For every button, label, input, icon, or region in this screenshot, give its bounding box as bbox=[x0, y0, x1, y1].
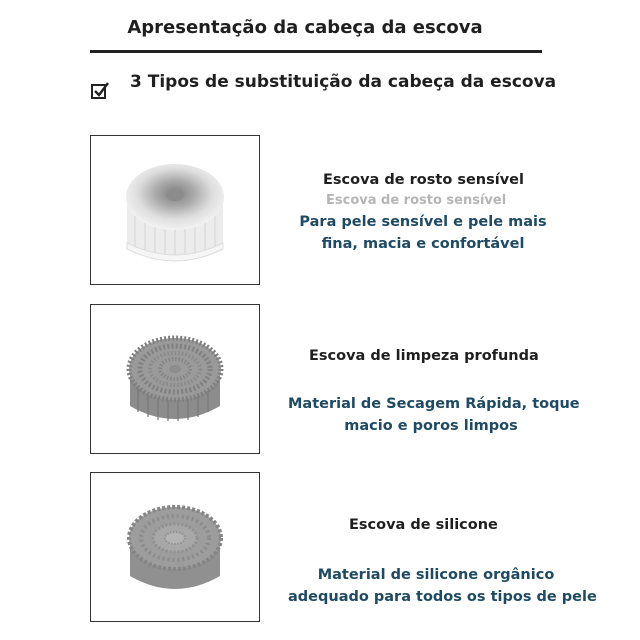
item-description-silicone-line2: adequado para todos os tipos de pele bbox=[288, 589, 597, 605]
checkbox-icon bbox=[91, 81, 109, 99]
sensitive-brush-head-image bbox=[100, 145, 250, 275]
item-description-sensitive-line1: Para pele sensível e pele mais bbox=[299, 214, 547, 230]
silicone-brush-head-image bbox=[100, 482, 250, 612]
title-divider bbox=[90, 50, 542, 53]
item-description-deep-clean-line1: Material de Secagem Rápida, toque bbox=[288, 396, 580, 412]
item-description-silicone-line1: Material de silicone orgânico bbox=[317, 567, 555, 583]
faded-text-artifact: Escova de rosto sensível bbox=[326, 193, 507, 208]
item-title-sensitive: Escova de rosto sensível bbox=[323, 172, 524, 188]
item-description-sensitive bbox=[295, 211, 551, 255]
item-title-silicone: Escova de silicone bbox=[349, 517, 498, 533]
item-description-sensitive-line2: fina, macia e confortável bbox=[321, 236, 525, 252]
deep-clean-brush-head-image bbox=[100, 314, 250, 444]
brush-image-frame-sensitive bbox=[90, 135, 260, 285]
brush-image-frame-silicone bbox=[90, 472, 260, 622]
item-description-deep-clean-line2: macio e poros limpos bbox=[344, 418, 518, 434]
item-description-deep-clean bbox=[288, 393, 580, 437]
item-title-deep-clean: Escova de limpeza profunda bbox=[309, 348, 539, 364]
section-subtitle: 3 Tipos de substituição da cabeça da escova bbox=[130, 72, 557, 92]
brush-image-frame-deep-clean bbox=[90, 304, 260, 454]
item-description-silicone bbox=[288, 564, 597, 608]
page-title: Apresentação da cabeça da escova bbox=[127, 17, 483, 38]
